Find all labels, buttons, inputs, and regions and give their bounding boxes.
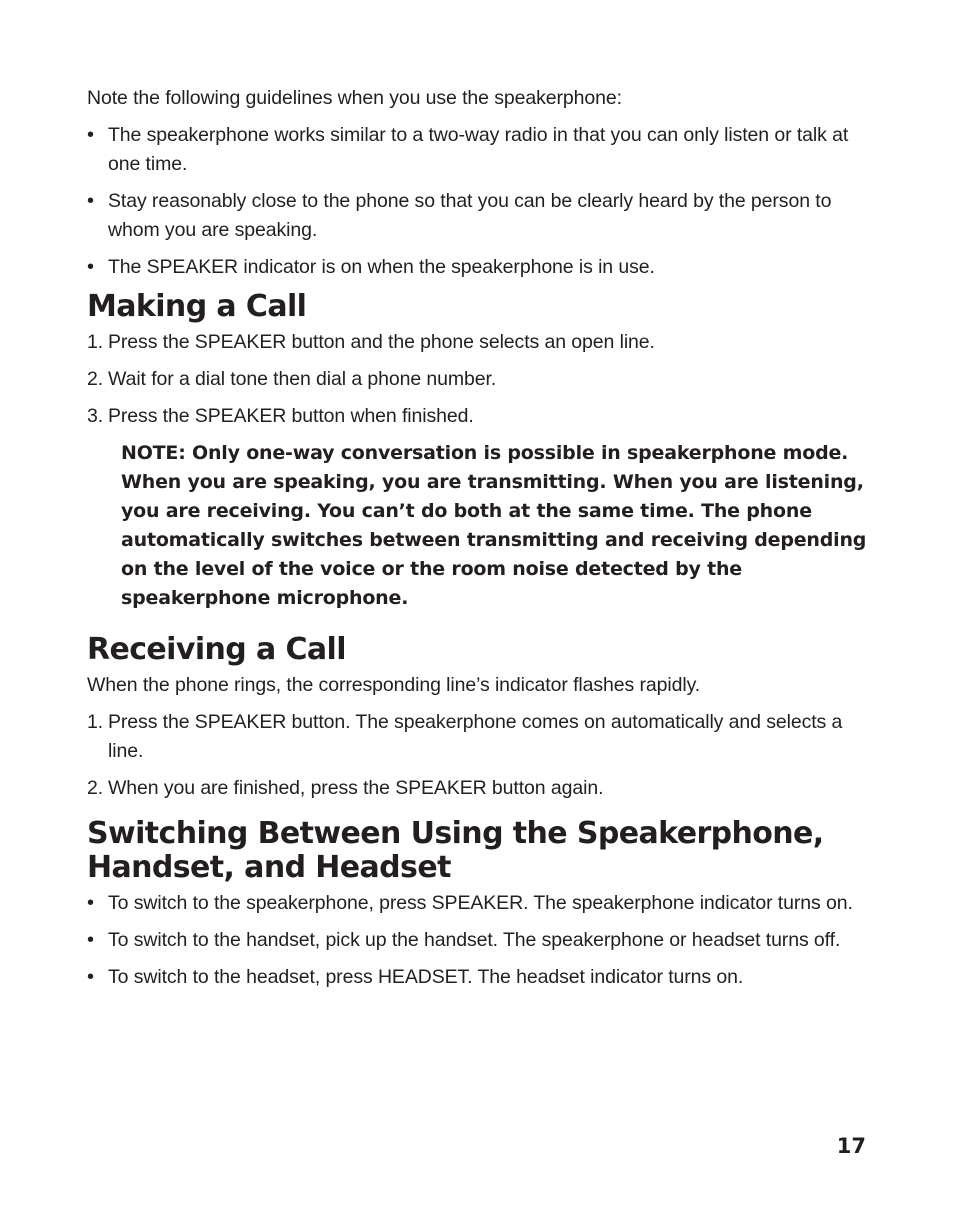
switching-list: [87, 889, 877, 992]
list-item: • To switch to the handset, pick up the handset. The speakerphone or headset turns off.: [87, 926, 877, 955]
list-item: [87, 774, 877, 803]
step-number: 3.: [87, 405, 104, 427]
list-item: • The SPEAKER indicator is on when the speakerphone is in use.: [87, 253, 877, 282]
list-item: • The speakerphone works similar to a two-way radio in that you can only listen or talk at one time.: [87, 121, 877, 179]
guidelines-list: [87, 121, 877, 282]
section-title-switching: Switching Between Using the Speakerphone, Handset, and Headset: [87, 816, 824, 885]
step-text: When you are finished, press the SPEAKER button again.: [108, 777, 604, 799]
list-item: • To switch to the headset, press HEADSET. The headset indicator turns on.: [87, 963, 877, 992]
page-number: 17: [836, 1134, 866, 1158]
list-item: • Stay reasonably close to the phone so that you can be clearly heard by the person to whom you are speaking.: [87, 187, 877, 245]
list-item: [87, 708, 877, 766]
step-number: 1.: [87, 331, 104, 353]
receiving-call-steps: [87, 708, 877, 803]
step-number: 2.: [87, 368, 104, 390]
step-text: Wait for a dial tone then dial a phone number.: [108, 368, 497, 390]
list-item: • To switch to the speakerphone, press SPEAKER. The speakerphone indicator turns on.: [87, 889, 877, 918]
step-number: 1.: [87, 711, 104, 733]
step-text: Press the SPEAKER button and the phone selects an open line.: [108, 331, 655, 353]
step-text: Press the SPEAKER button when finished.: [108, 405, 474, 427]
step-text: Press the SPEAKER button. The speakerphone comes on automatically and selects a line.: [108, 711, 843, 762]
speakerphone-note: NOTE: Only one-way conversation is possible in speakerphone mode. When you are speaking, you are transmitting. When you are listening, you are receiving. You can’t do both at the same time. The phone automatically switches between transmitting and receiving depending on the level of the voice or the room noise detected by the speakerphone microphone.: [121, 442, 867, 609]
list-item: [87, 328, 877, 357]
list-item: [87, 365, 877, 394]
section-title-making-call: Making a Call: [87, 289, 307, 324]
step-number: 2.: [87, 777, 104, 799]
manual-page: [87, 84, 877, 1000]
receiving-call-intro: When the phone rings, the corresponding line’s indicator flashes rapidly.: [87, 674, 701, 696]
making-call-steps: [87, 328, 877, 431]
list-item: [87, 402, 877, 431]
section-title-receiving-call: Receiving a Call: [87, 632, 346, 667]
guidelines-intro: Note the following guidelines when you use the speakerphone:: [87, 87, 622, 109]
